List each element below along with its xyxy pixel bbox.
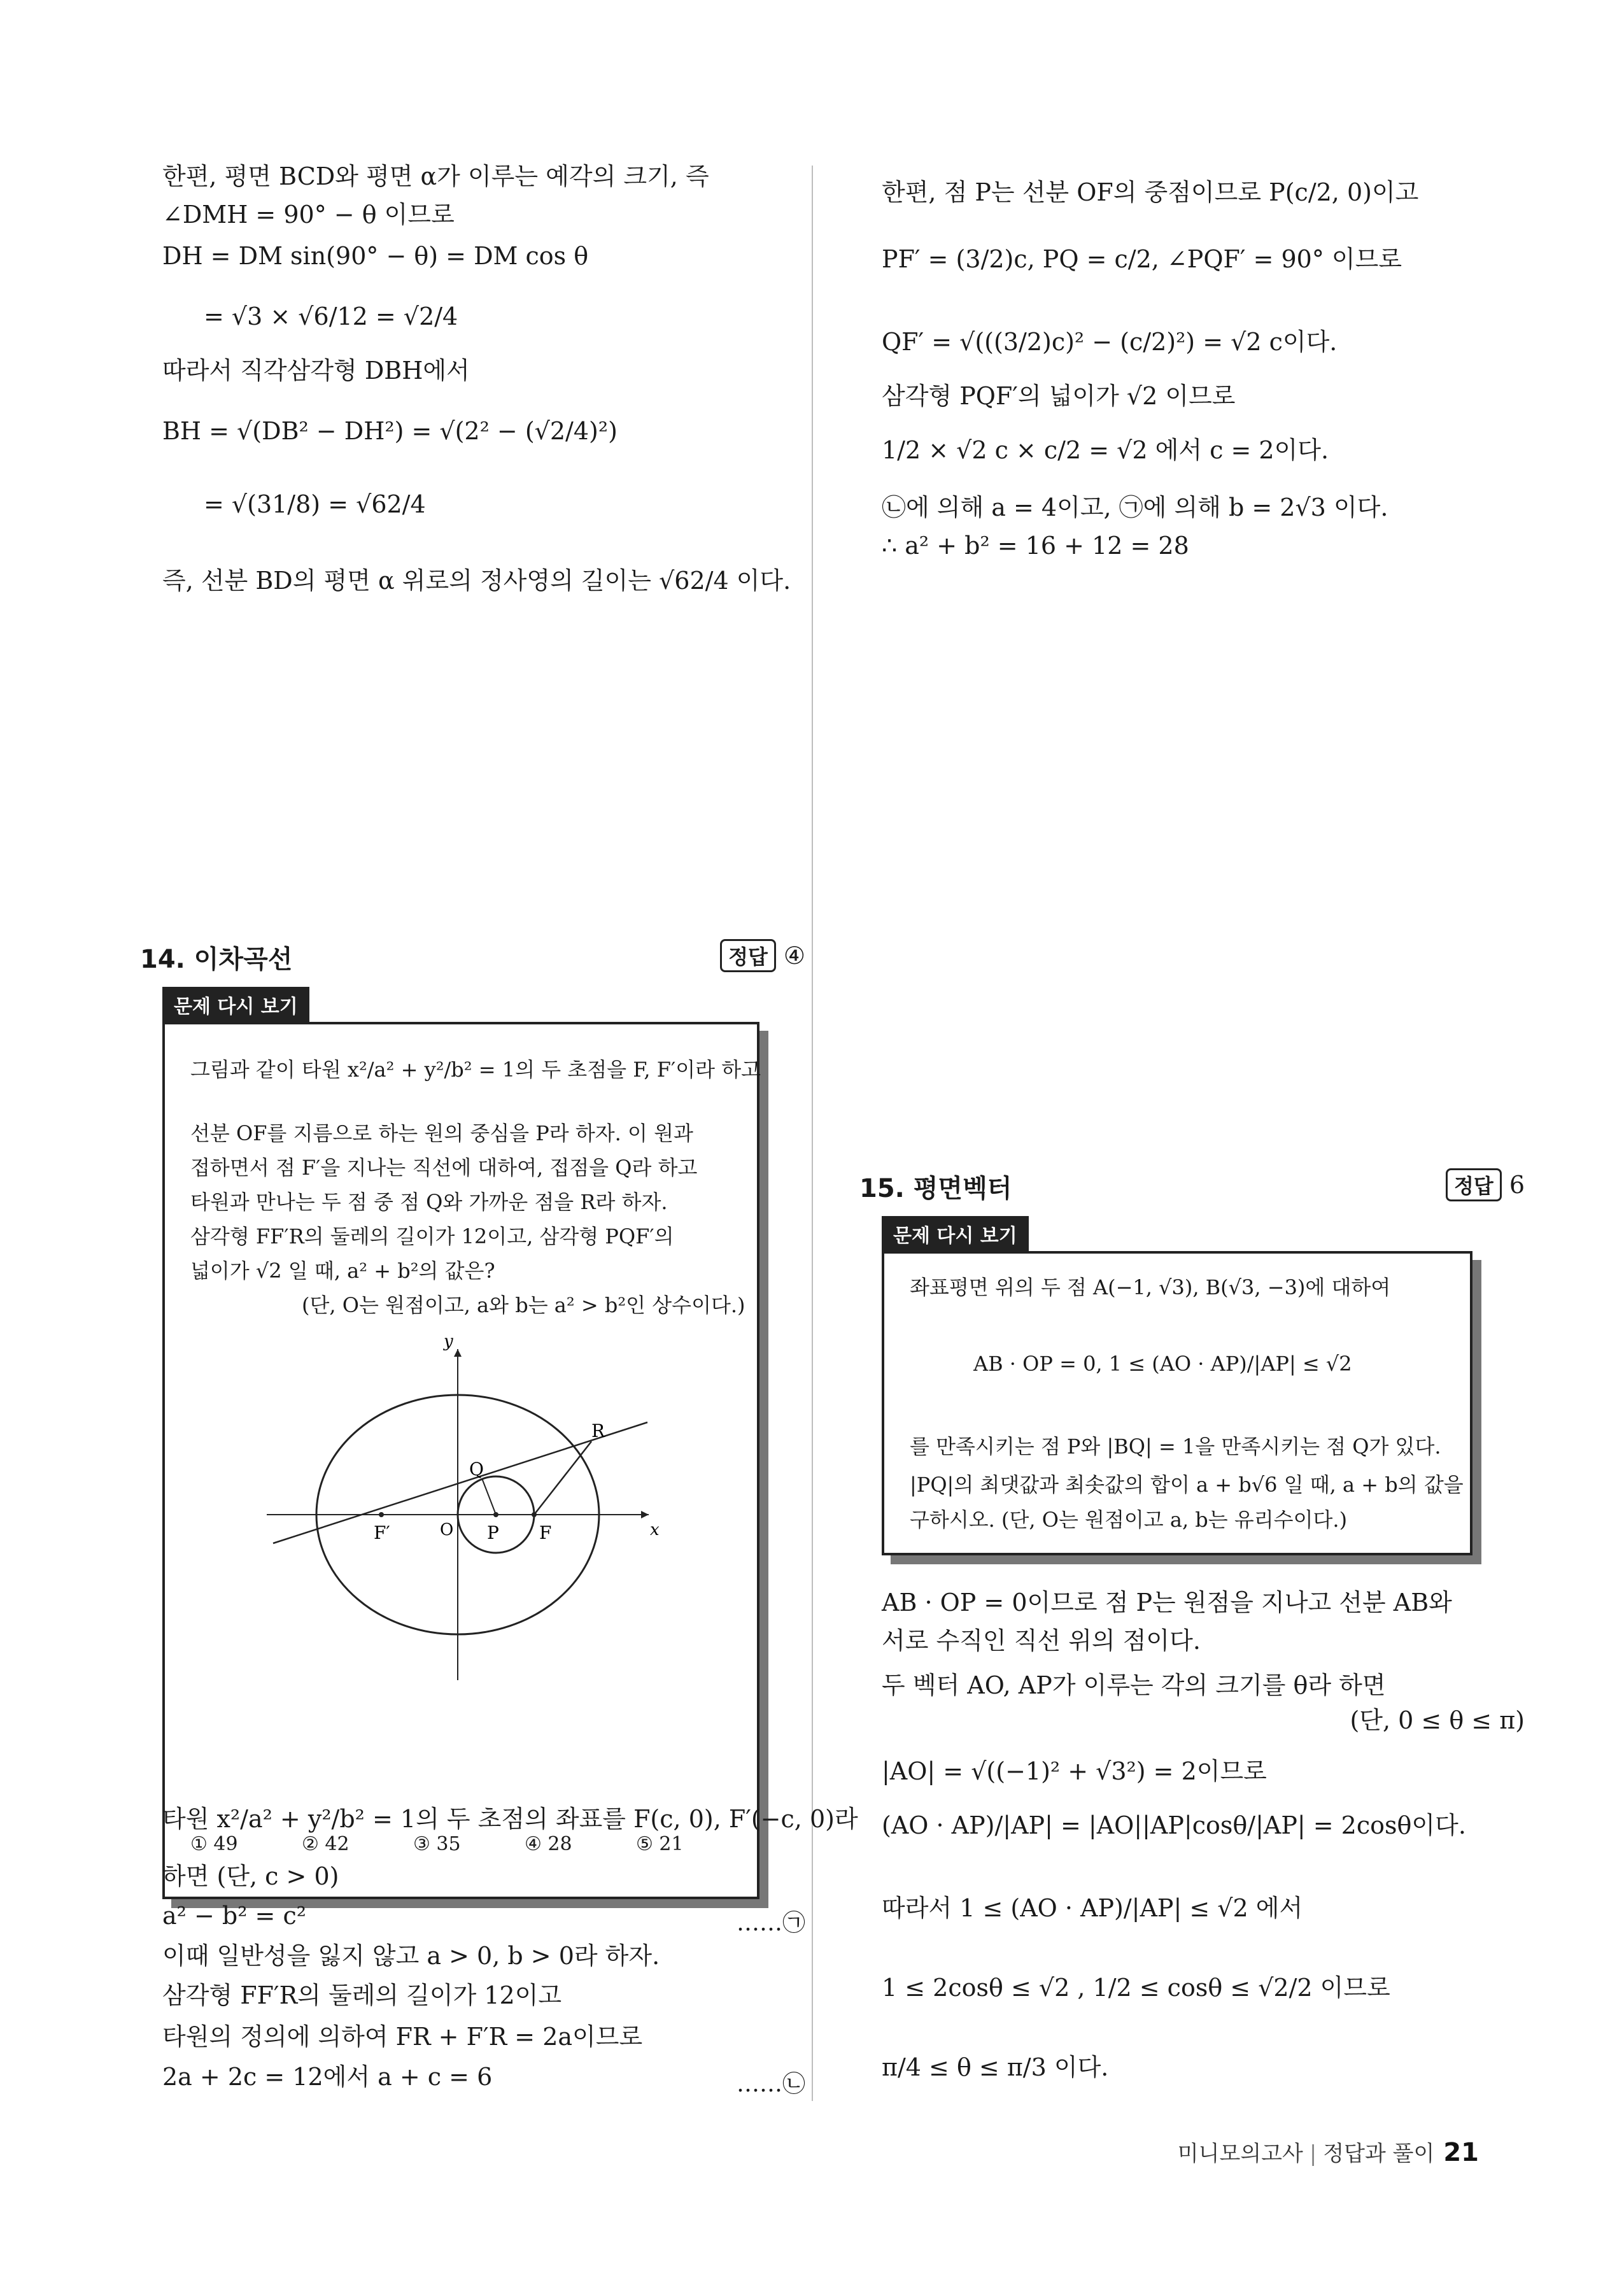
solution-line: ∠DMH = 90° − θ 이므로 — [162, 201, 455, 229]
solution-line: 타원 x²/a² + y²/b² = 1의 두 초점의 좌표를 F(c, 0), F′(−c, 0)라 — [162, 1805, 858, 1833]
label-y: y — [444, 1336, 453, 1351]
solution-line: 1 ≤ 2cosθ ≤ √2 , 1/2 ≤ cosθ ≤ √2/2 이므로 — [882, 1974, 1390, 2002]
segment-fr — [534, 1441, 591, 1515]
label-f-prime: F′ — [374, 1522, 390, 1543]
footer-separator: | — [1309, 2141, 1317, 2167]
solution-line: 삼각형 FF′R의 둘레의 길이가 12이고 — [162, 1981, 562, 2009]
label-r: R — [591, 1420, 605, 1441]
solution-line: ㉡에 의해 a = 4이고, ㉠에 의해 b = 2√3 이다. — [882, 493, 1388, 521]
solution-line: 이때 일반성을 잃지 않고 a > 0, b > 0라 하자. — [162, 1942, 660, 1970]
q14-number: 14. — [140, 945, 185, 974]
choice-1[interactable]: ① 49 — [190, 1833, 238, 1855]
solution-line: 타원의 정의에 의하여 FR + F′R = 2a이므로 — [162, 2023, 643, 2051]
point-p — [493, 1512, 498, 1517]
answer-badge: 정답 — [1446, 1168, 1502, 1201]
label-o: O — [440, 1520, 454, 1539]
solution-line: 하면 (단, c > 0) — [162, 1862, 339, 1890]
y-axis-arrow-icon — [454, 1349, 462, 1357]
footer-subtitle: 정답과 풀이 — [1323, 2141, 1435, 2167]
choice-4[interactable]: ④ 28 — [525, 1833, 572, 1855]
q14-title: 이차곡선 — [194, 945, 293, 974]
ellipse-figure — [260, 1336, 668, 1693]
problem-line: AB · OP = 0, 1 ≤ (AO · AP)/|AP| ≤ √2 — [973, 1352, 1352, 1376]
label-q: Q — [469, 1459, 484, 1480]
solution-line: PF′ = (3/2)c, PQ = c/2, ∠PQF′ = 90° 이므로 — [882, 245, 1402, 273]
solution-line: π/4 ≤ θ ≤ π/3 이다. — [882, 2053, 1109, 2081]
problem-line: 삼각형 FF′R의 둘레의 길이가 12이고, 삼각형 PQF′의 — [190, 1224, 674, 1249]
q15-answer-value: 6 — [1509, 1171, 1525, 1199]
solution-line: 한편, 평면 BCD와 평면 α가 이루는 예각의 크기, 즉 — [162, 162, 709, 190]
problem-line: 그림과 같이 타원 x²/a² + y²/b² = 1의 두 초점을 F, F′이라 하고 — [190, 1058, 761, 1082]
solution-line: = √3 × √6/12 = √2/4 — [204, 302, 458, 330]
footer-title: 미니모의고사 — [1177, 2141, 1303, 2167]
problem-line: 타원과 만나는 두 점 중 점 Q와 가까운 점을 R라 하자. — [190, 1190, 668, 1214]
answer-badge: 정답 — [720, 939, 776, 972]
solution-line: = √(31/8) = √62/4 — [204, 490, 426, 518]
solution-line: |AO| = √((−1)² + √3²) = 2이므로 — [882, 1757, 1267, 1785]
q14-answer — [720, 939, 805, 972]
solution-line: (단, 0 ≤ θ ≤ π) — [1350, 1706, 1525, 1734]
point-f — [532, 1512, 537, 1517]
label-f: F — [539, 1522, 552, 1543]
solution-line: ∴ a² + b² = 16 + 12 = 28 — [882, 532, 1189, 560]
q15-problem-box — [882, 1251, 1472, 1555]
q14-answer-value: ④ — [783, 942, 805, 970]
solution-line: QF′ = √(((3/2)c)² − (c/2)²) = √2 c이다. — [882, 328, 1338, 356]
solution-line: 즉, 선분 BD의 평면 α 위로의 정사영의 길이는 √62/4 이다. — [162, 567, 791, 595]
problem-line: |PQ|의 최댓값과 최솟값의 합이 a + b√6 일 때, a + b의 값을 — [910, 1473, 1464, 1497]
segment-pq — [482, 1478, 496, 1515]
solution-line: (AO · AP)/|AP| = |AO||AP|cosθ/|AP| = 2cosθ이다. — [882, 1811, 1466, 1839]
mark-circle-1: ……㉠ — [736, 1910, 805, 1936]
solution-line: 한편, 점 P는 선분 OF의 중점이므로 P(c/2, 0)이고 — [882, 178, 1419, 206]
page-footer — [1178, 2136, 1479, 2167]
problem-line: 를 만족시키는 점 P와 |BQ| = 1을 만족시키는 점 Q가 있다. — [910, 1434, 1441, 1459]
label-p: P — [487, 1522, 499, 1543]
q14-header — [140, 939, 805, 977]
solution-line: 1/2 × √2 c × c/2 = √2 에서 c = 2이다. — [882, 436, 1329, 464]
q15-number: 15. — [859, 1174, 905, 1203]
solution-line: 두 벡터 AO, AP가 이루는 각의 크기를 θ라 하면 — [882, 1671, 1386, 1699]
solution-line: BH = √(DB² − DH²) = √(2² − (√2/4)²) — [162, 417, 618, 445]
choice-5[interactable]: ⑤ 21 — [636, 1833, 684, 1855]
solution-line: 따라서 직각삼각형 DBH에서 — [162, 357, 470, 385]
solution-line: 2a + 2c = 12에서 a + c = 6 — [162, 2063, 493, 2091]
point-f-prime — [379, 1512, 384, 1517]
q15-title: 평면벡터 — [913, 1174, 1012, 1203]
mark-circle-2: ……㉡ — [736, 2071, 805, 2097]
solution-line: DH = DM sin(90° − θ) = DM cos θ — [162, 242, 589, 270]
problem-line: 접하면서 점 F′을 지나는 직선에 대하여, 접점을 Q라 하고 — [190, 1156, 698, 1180]
q15-answer — [1446, 1168, 1525, 1201]
q14-review-tag: 문제 다시 보기 — [162, 987, 309, 1022]
solution-line: AB · OP = 0이므로 점 P는 원점을 지나고 선분 AB와 — [882, 1588, 1452, 1617]
q14-problem-box — [162, 1022, 759, 1899]
choice-2[interactable]: ② 42 — [302, 1833, 350, 1855]
page-number: 21 — [1443, 2138, 1479, 2167]
problem-line: (단, O는 원점이고, a와 b는 a² > b²인 상수이다.) — [302, 1293, 745, 1317]
problem-line: 좌표평면 위의 두 점 A(−1, √3), B(√3, −3)에 대하여 — [910, 1275, 1391, 1299]
solution-line: a² − b² = c² — [162, 1902, 306, 1930]
solution-line: 따라서 1 ≤ (AO · AP)/|AP| ≤ √2 에서 — [882, 1894, 1303, 1922]
problem-line: 넓이가 √2 일 때, a² + b²의 값은? — [190, 1259, 495, 1283]
solution-line: 삼각형 PQF′의 넓이가 √2 이므로 — [882, 382, 1236, 410]
q15-review-tag: 문제 다시 보기 — [882, 1216, 1029, 1252]
problem-line: 선분 OF를 지름으로 하는 원의 중심을 P라 하자. 이 원과 — [190, 1121, 693, 1145]
q15-header — [859, 1168, 1525, 1206]
x-axis-arrow-icon — [641, 1511, 649, 1518]
problem-line: 구하시오. (단, O는 원점이고 a, b는 유리수이다.) — [910, 1508, 1348, 1532]
choice-3[interactable]: ③ 35 — [413, 1833, 461, 1855]
solution-line: 서로 수직인 직선 위의 점이다. — [882, 1627, 1201, 1655]
label-x: x — [650, 1520, 660, 1539]
